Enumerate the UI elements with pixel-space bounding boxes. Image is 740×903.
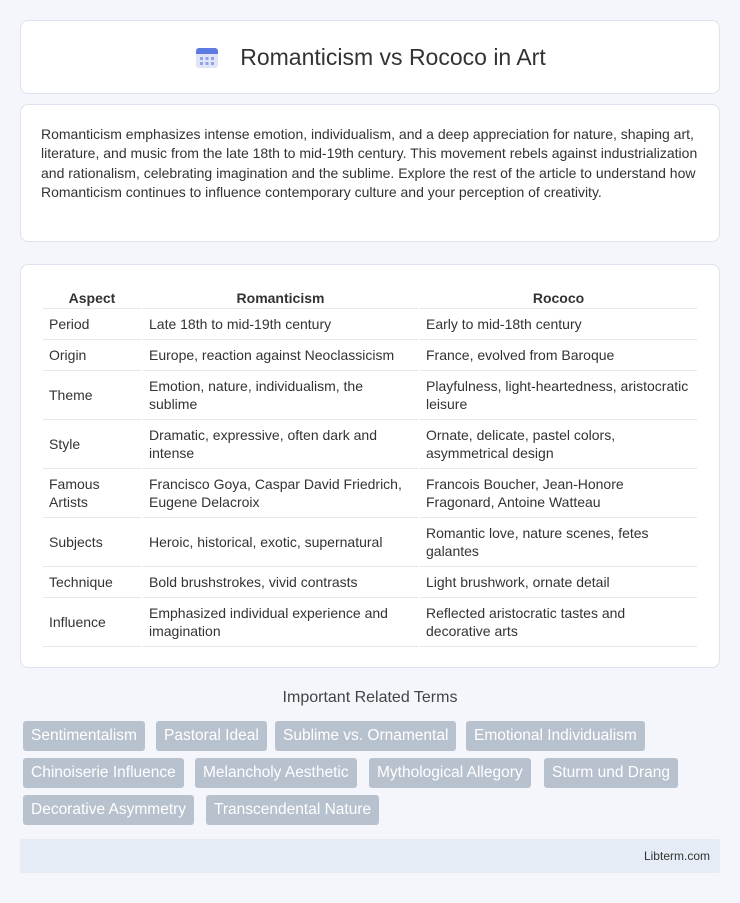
related-term-tag[interactable]: Emotional Individualism [466, 721, 645, 751]
cell-aspect: Influence [43, 598, 141, 647]
related-term-tag[interactable]: Sublime vs. Ornamental [275, 721, 456, 751]
cell-romanticism: Bold brushstrokes, vivid contrasts [143, 567, 418, 598]
cell-aspect: Famous Artists [43, 469, 141, 518]
cell-aspect: Theme [43, 371, 141, 420]
related-term-tag[interactable]: Sturm und Drang [544, 758, 678, 788]
header-card [20, 20, 720, 94]
cell-aspect: Period [43, 309, 141, 340]
cell-aspect: Technique [43, 567, 141, 598]
cell-rococo: Romantic love, nature scenes, fetes galantes [420, 518, 697, 567]
cell-rococo: Reflected aristocratic tastes and decorative arts [420, 598, 697, 647]
cell-rococo: Light brushwork, ornate detail [420, 567, 697, 598]
table-row [43, 598, 697, 647]
comparison-table [41, 285, 699, 647]
page-title: Romanticism vs Rococo in Art [240, 43, 546, 70]
related-terms-title: Important Related Terms [282, 689, 458, 706]
header-aspect: Aspect [43, 285, 141, 309]
cell-aspect: Style [43, 420, 141, 469]
table-header-row [43, 285, 697, 309]
related-term-tag[interactable]: Sentimentalism [23, 721, 145, 751]
cell-romanticism: Emphasized individual experience and imagination [143, 598, 418, 647]
table-row [43, 309, 697, 340]
cell-aspect: Subjects [43, 518, 141, 567]
cell-romanticism: Emotion, nature, individualism, the sublime [143, 371, 418, 420]
related-term-tag[interactable]: Mythological Allegory [369, 758, 531, 788]
related-term-tag[interactable]: Chinoiserie Influence [23, 758, 184, 788]
cell-aspect: Origin [43, 340, 141, 371]
related-term-tag[interactable]: Pastoral Ideal [156, 721, 267, 751]
cell-rococo: Playfulness, light-heartedness, aristocratic leisure [420, 371, 697, 420]
intro-text: Romanticism emphasizes intense emotion, individualism, and a deep appreciation for nature, shaping art, literature, and music from the late 18th to mid-19th century. This movement rebels against industrialization and rationalism, celebrating imagination and the sublime. Explore the rest of the article to understand how Romanticism continues to influence contemporary culture and your perception of creativity. [41, 126, 698, 200]
table-row [43, 469, 697, 518]
header-romanticism: Romanticism [143, 285, 418, 309]
table-row [43, 371, 697, 420]
comparison-table-card [20, 264, 720, 668]
cell-romanticism: Dramatic, expressive, often dark and intense [143, 420, 418, 469]
table-row [43, 340, 697, 371]
cell-romanticism: Europe, reaction against Neoclassicism [143, 340, 418, 371]
related-term-tag[interactable]: Melancholy Aesthetic [195, 758, 357, 788]
footer [20, 839, 720, 873]
cell-romanticism: Francisco Goya, Caspar David Friedrich, Eugene Delacroix [143, 469, 418, 518]
related-term-tag[interactable]: Decorative Asymmetry [23, 795, 194, 825]
cell-romanticism: Late 18th to mid-19th century [143, 309, 418, 340]
related-term-tag[interactable]: Transcendental Nature [206, 795, 379, 825]
table-row [43, 518, 697, 567]
cell-rococo: Early to mid-18th century [420, 309, 697, 340]
table-row [43, 420, 697, 469]
cell-rococo: France, evolved from Baroque [420, 340, 697, 371]
cell-romanticism: Heroic, historical, exotic, supernatural [143, 518, 418, 567]
table-row [43, 567, 697, 598]
header-rococo: Rococo [420, 285, 697, 309]
cell-rococo: Ornate, delicate, pastel colors, asymmetrical design [420, 420, 697, 469]
footer-site-link[interactable]: Libterm.com [643, 849, 710, 863]
intro-card [20, 104, 720, 242]
cell-rococo: Francois Boucher, Jean-Honore Fragonard, Antoine Watteau [420, 469, 697, 518]
calendar-icon [194, 44, 220, 70]
